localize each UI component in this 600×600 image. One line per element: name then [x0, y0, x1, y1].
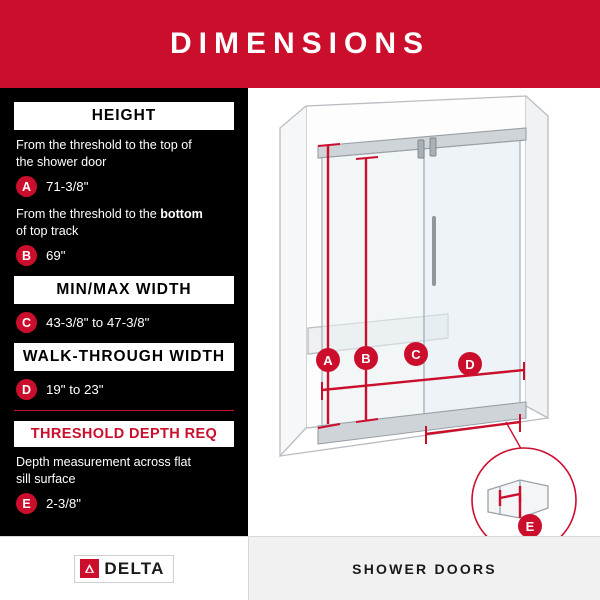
footer-brand-area: [0, 537, 248, 600]
footer-category-area: [248, 537, 600, 600]
specifications-panel: [0, 88, 248, 536]
dimension-row-e: [16, 493, 234, 514]
delta-logo-text: DELTA: [104, 558, 165, 578]
dimension-row-b: [16, 245, 234, 266]
dimension-value-a: 71-3/8": [46, 179, 89, 194]
height-description2-line1: [16, 207, 234, 223]
height-description2-line2: of top track: [16, 223, 79, 238]
illustration-callout-e-label: E: [525, 519, 535, 534]
callout-badge-a: A: [16, 176, 37, 197]
illustration-callout-a-label: A: [323, 353, 333, 368]
dimension-value-b: 69": [46, 248, 66, 263]
threshold-description-line1: Depth measurement across flat: [16, 455, 191, 469]
callout-badge-b: B: [16, 245, 37, 266]
dimension-value-d: 19" to 23": [46, 382, 104, 397]
section-title-height: HEIGHT: [14, 102, 234, 130]
delta-logo: [74, 555, 173, 583]
illustration-callout-d-label: D: [465, 357, 475, 372]
illustration-callout-c-label: C: [411, 347, 421, 362]
illustration-callout-b-label: B: [361, 351, 371, 366]
delta-triangle-icon: [80, 559, 99, 578]
illustration-svg: [248, 88, 600, 536]
threshold-description-line2: sill surface: [16, 471, 76, 486]
callout-badge-d: D: [16, 379, 37, 400]
shower-door-illustration: [248, 88, 600, 536]
height-desc2-text: From the threshold to the: [16, 207, 161, 221]
threshold-detail-bubble: [472, 422, 576, 536]
triangle-icon: [84, 563, 95, 574]
callout-badge-e: E: [16, 493, 37, 514]
dimension-row-a: [16, 176, 234, 197]
page-title: DIMENSIONS: [169, 27, 431, 60]
section-title-threshold-depth: THRESHOLD DEPTH REQ: [14, 421, 234, 447]
callout-badge-c: C: [16, 312, 37, 333]
header-banner: [0, 0, 600, 88]
height-description-line2: the shower door: [16, 154, 107, 169]
section-title-walkthrough-width: WALK-THROUGH WIDTH: [14, 343, 234, 371]
height-description-line1: From the threshold to the top of: [16, 138, 192, 152]
dimension-value-c: 43-3/8" to 47-3/8": [46, 315, 150, 330]
footer: [0, 536, 600, 600]
section-divider: [14, 410, 234, 411]
footer-category-label: SHOWER DOORS: [352, 560, 497, 577]
dimension-row-d: [16, 379, 234, 400]
section-title-minmax-width: MIN/MAX WIDTH: [14, 276, 234, 304]
height-desc2-bold: bottom: [160, 207, 203, 221]
dimension-value-e: 2-3/8": [46, 496, 82, 511]
dimension-row-c: [16, 312, 234, 333]
